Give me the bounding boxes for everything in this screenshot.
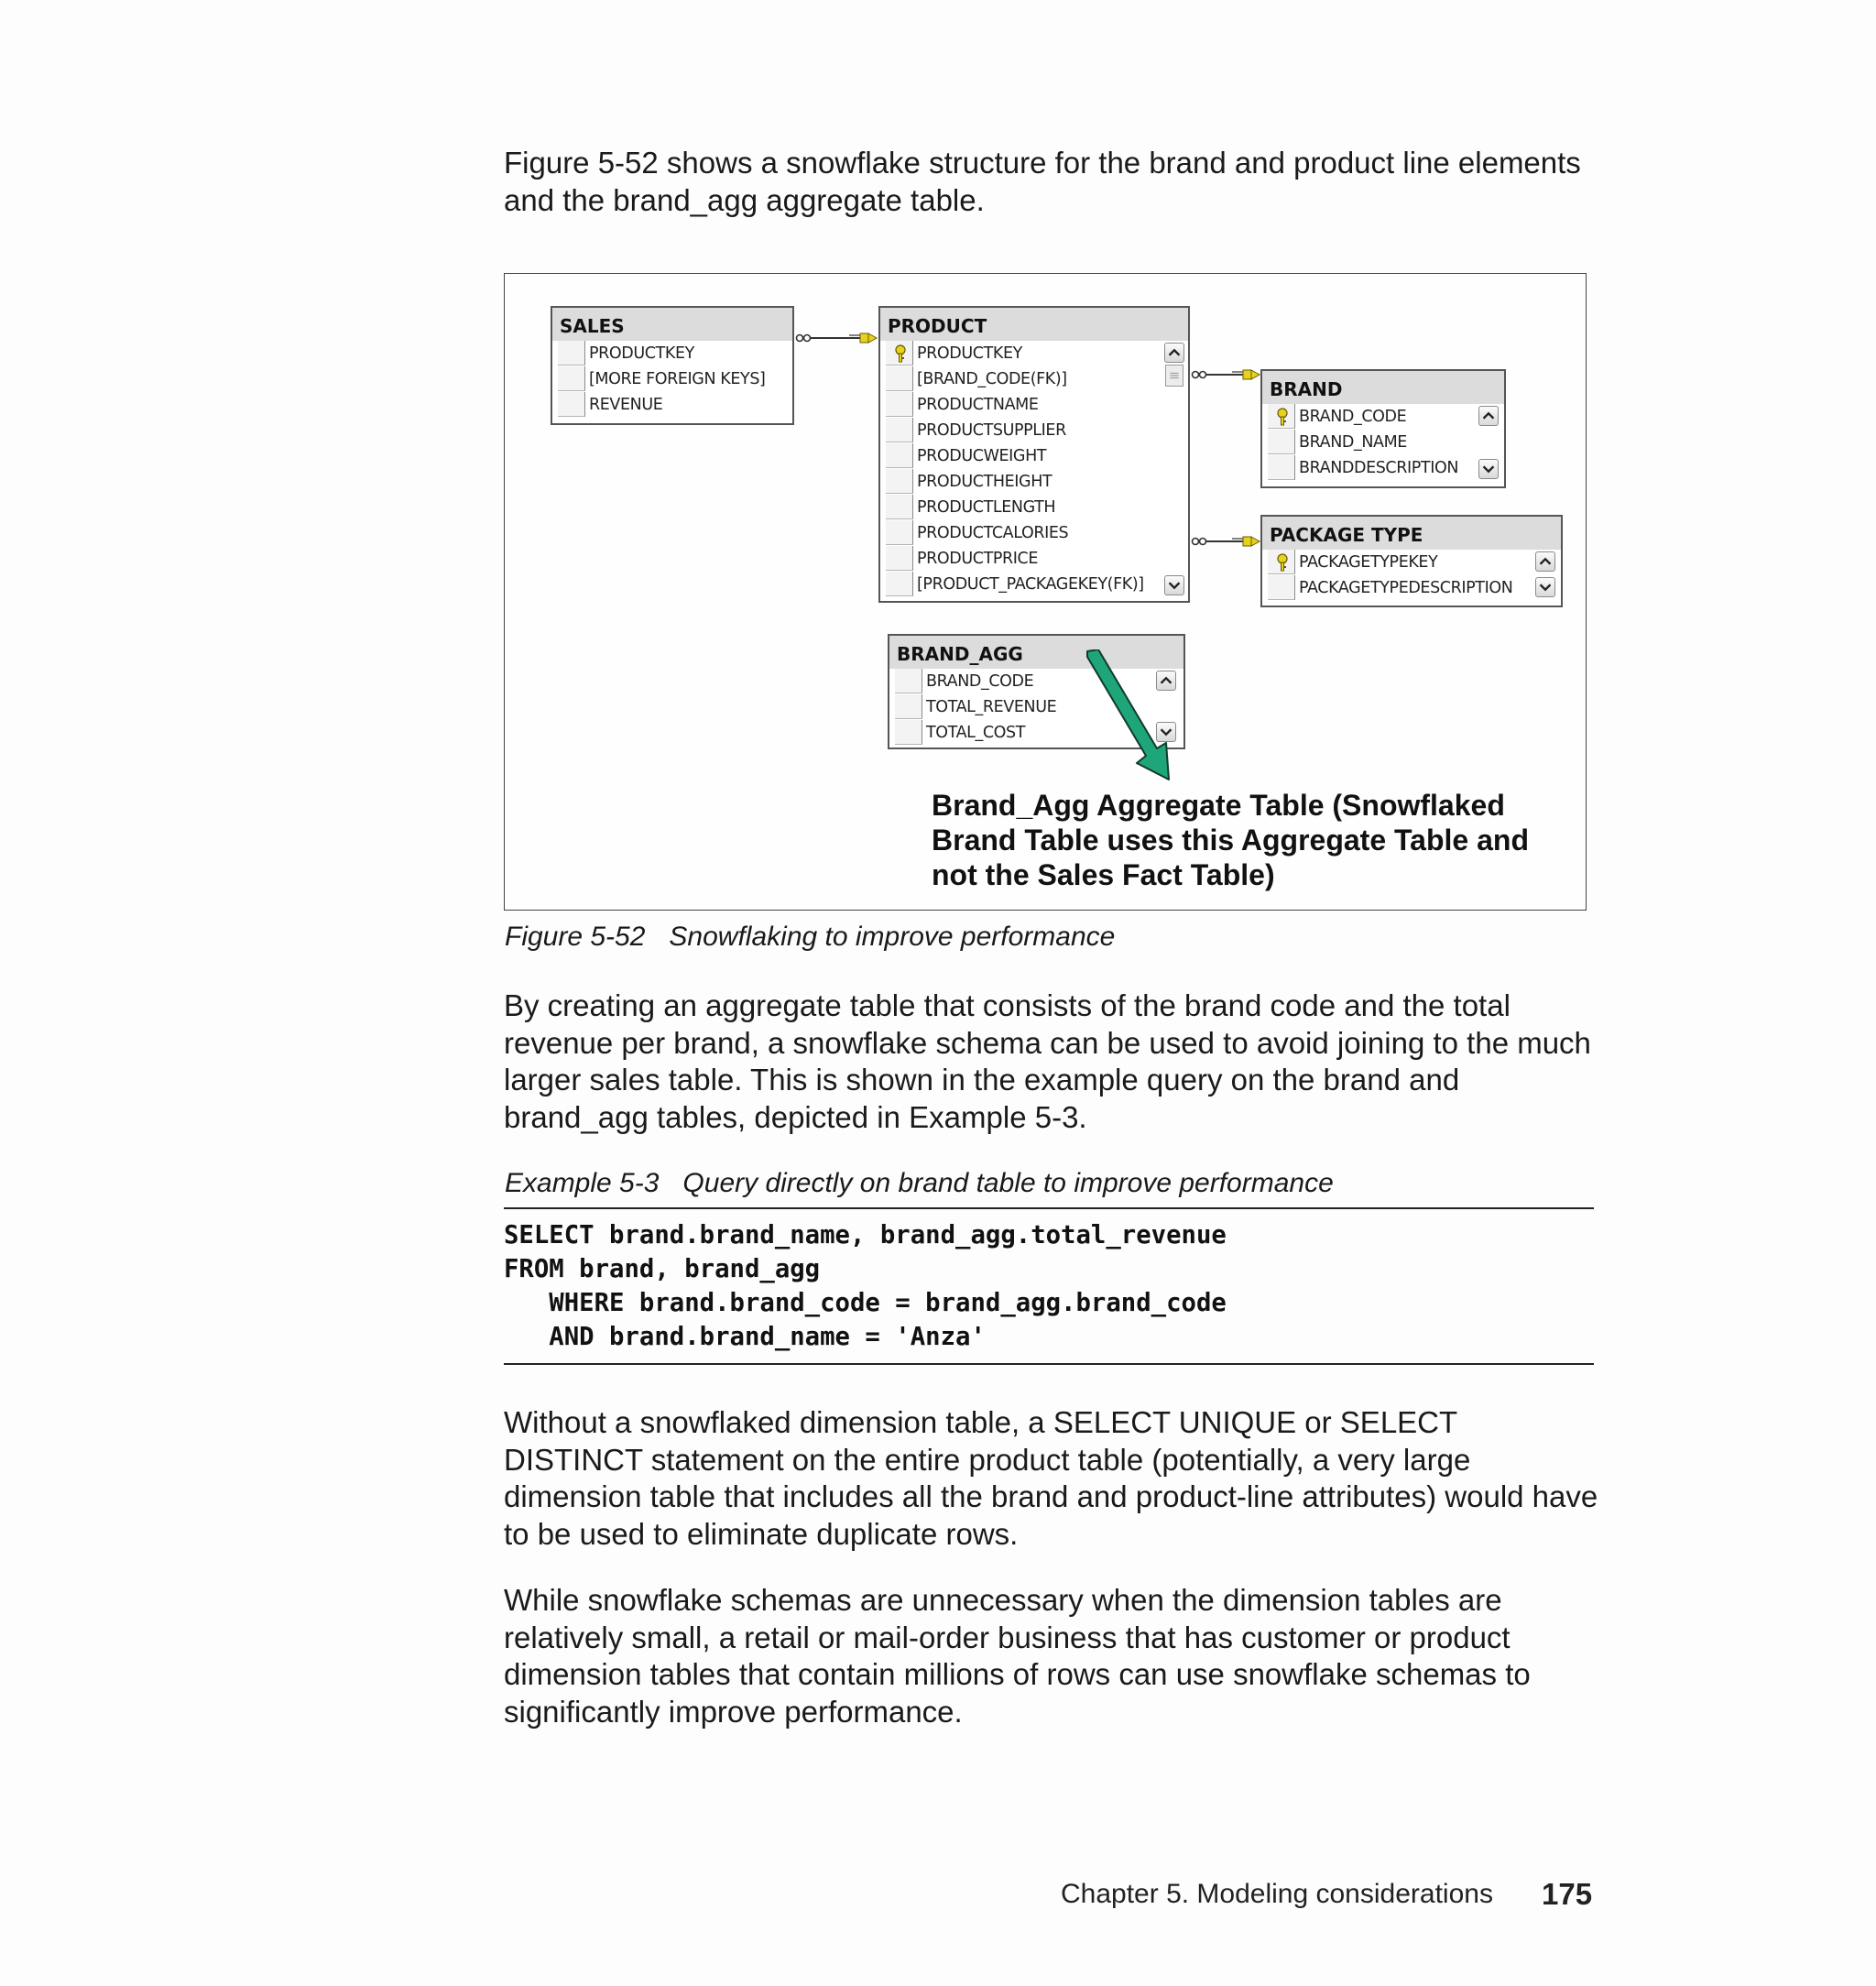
brand-table[interactable]	[1260, 369, 1506, 488]
table-column-row[interactable]: PRODUCTPRICE	[884, 546, 1184, 572]
product-scrollbar[interactable]	[1164, 343, 1184, 595]
product-table[interactable]	[878, 306, 1190, 603]
scroll-up-button[interactable]	[1535, 551, 1555, 572]
figure-caption-number: Figure 5-52	[505, 922, 646, 952]
scroll-thumb[interactable]	[1165, 365, 1183, 387]
chevron-up-icon	[1479, 407, 1498, 425]
table-column-row[interactable]: PACKAGETYPEDESCRIPTION	[1266, 575, 1557, 601]
chevron-down-icon	[1165, 576, 1183, 595]
table-column-row[interactable]: PRODUCTLENGTH	[884, 495, 1184, 520]
code-top-rule	[504, 1207, 1594, 1209]
table-column-row[interactable]: BRAND_CODE	[1266, 404, 1500, 430]
package-type-table[interactable]	[1260, 515, 1563, 607]
figure-caption-text: Snowflaking to improve performance	[669, 922, 1116, 952]
relationship-line-product-package-type	[1190, 532, 1260, 551]
code-line: FROM brand, brand_agg	[504, 1255, 821, 1283]
package-type-scrollbar[interactable]	[1535, 551, 1555, 599]
table-column-row[interactable]: [PRODUCT_PACKAGEKEY(FK)]	[884, 572, 1184, 597]
scroll-up-button[interactable]	[1478, 406, 1499, 426]
intro-paragraph: Figure 5-52 shows a snowflake structure for the brand and product line elements and the brand_agg aggregate table.	[504, 146, 1581, 217]
code-line: AND brand.brand_name = 'Anza'	[504, 1323, 986, 1351]
footer-page-number: 175	[1542, 1877, 1593, 1911]
scroll-down-button[interactable]	[1164, 575, 1184, 595]
scroll-up-button[interactable]	[1164, 343, 1184, 363]
scroll-down-button[interactable]	[1478, 459, 1499, 479]
table-column-row[interactable]: PRODUCTNAME	[884, 392, 1184, 418]
footer-chapter-title: Chapter 5. Modeling considerations	[1061, 1879, 1493, 1909]
product-table-title: PRODUCT	[880, 308, 1188, 341]
paragraph-2: Without a snowflaked dimension table, a SELECT UNIQUE or SELECT DISTINCT statement on the entire product table (potentially, a very large dimension table that includes all the brand and product-line attributes) would have to be used to eliminate duplicate rows.	[504, 1405, 1598, 1551]
sales-table-title: SALES	[552, 308, 792, 341]
table-column-row[interactable]: PRODUCTCALORIES	[884, 520, 1184, 546]
key-icon	[1276, 408, 1289, 426]
paragraph-3: While snowflake schemas are unnecessary when the dimension tables are relatively small, a retail or mail-order business that has customer or product dimension tables that contain millions of rows can use snowflake schemas to significantly improve performance.	[504, 1583, 1531, 1729]
table-column-row[interactable]: BRAND_CODE	[893, 669, 1180, 694]
table-column-row[interactable]: BRANDDESCRIPTION	[1266, 455, 1500, 481]
scroll-down-button[interactable]	[1535, 577, 1555, 597]
brand-scrollbar[interactable]	[1478, 406, 1499, 479]
example-caption-number: Example 5-3	[505, 1168, 660, 1198]
callout-arrow-icon	[1054, 649, 1201, 787]
chevron-up-icon	[1165, 344, 1183, 362]
table-column-row[interactable]: PRODUCTKEY	[556, 341, 789, 366]
table-column-row[interactable]: BRAND_NAME	[1266, 430, 1500, 455]
table-column-row[interactable]: REVENUE	[556, 392, 789, 418]
sales-table[interactable]	[551, 306, 794, 425]
figure-caption	[505, 922, 1115, 953]
table-column-row[interactable]: PRODUCTKEY	[884, 341, 1184, 366]
key-icon	[1276, 553, 1289, 572]
chevron-up-icon	[1536, 552, 1554, 571]
chevron-down-icon	[1536, 578, 1554, 596]
example-caption-text: Query directly on brand table to improve performance	[682, 1168, 1334, 1198]
table-column-row[interactable]: PRODUCTSUPPLIER	[884, 418, 1184, 443]
code-line: SELECT brand.brand_name, brand_agg.total_revenue	[504, 1221, 1227, 1249]
table-column-row[interactable]: TOTAL_REVENUE	[893, 694, 1180, 720]
brand-table-title: BRAND	[1262, 371, 1504, 404]
table-column-row[interactable]: [MORE FOREIGN KEYS]	[556, 366, 789, 392]
brand-agg-table-title: BRAND_AGG	[889, 636, 1183, 669]
chevron-down-icon	[1479, 460, 1498, 478]
table-column-row[interactable]: TOTAL_COST	[893, 720, 1180, 746]
grip-icon	[1166, 366, 1183, 386]
table-column-row[interactable]: PRODUCWEIGHT	[884, 443, 1184, 469]
relationship-line-sales-product	[794, 329, 878, 347]
callout-text: Brand_Agg Aggregate Table (Snowflaked Brand Table uses this Aggregate Table and not the Sales Fact Table)	[932, 789, 1529, 891]
paragraph-1: By creating an aggregate table that consists of the brand code and the total revenue per brand, a snowflake schema can be used to avoid joining to the much larger sales table. This is shown in the example query on the brand and brand_agg tables, depicted in Example 5-3.	[504, 988, 1591, 1134]
table-column-row[interactable]: PRODUCTHEIGHT	[884, 469, 1184, 495]
code-block	[504, 1218, 1227, 1354]
example-caption	[505, 1168, 1334, 1199]
package-type-table-title: PACKAGE TYPE	[1262, 517, 1561, 550]
table-column-row[interactable]: PACKAGETYPEKEY	[1266, 550, 1557, 575]
key-icon	[894, 344, 907, 363]
relationship-line-product-brand	[1190, 366, 1260, 384]
code-bottom-rule	[504, 1363, 1594, 1365]
table-column-row[interactable]: [BRAND_CODE(FK)]	[884, 366, 1184, 392]
code-line: WHERE brand.brand_code = brand_agg.brand_code	[504, 1289, 1227, 1317]
